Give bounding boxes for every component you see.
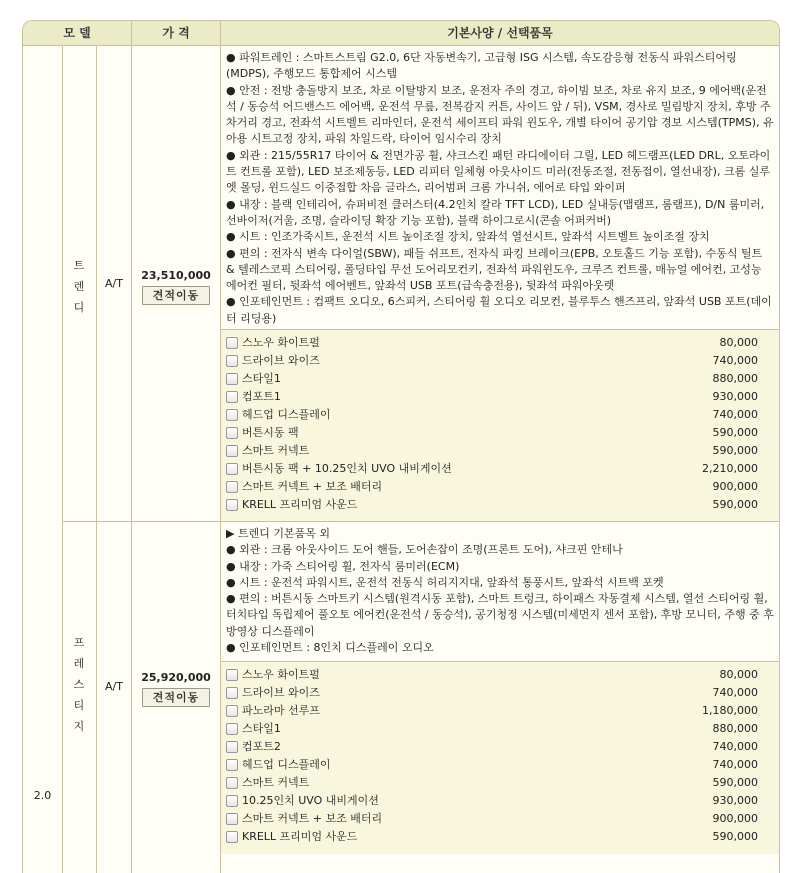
option-checkbox[interactable] <box>226 813 238 825</box>
option-checkbox[interactable] <box>226 409 238 421</box>
option-checkbox[interactable] <box>226 795 238 807</box>
trim-price: 25,920,000 <box>141 671 211 684</box>
column-divider <box>131 46 132 873</box>
basic-spec: ● 파워트레인 : 스마트스트림 G2.0, 6단 자동변속기, 고급형 ISG 시스템, 속도감응형 전동식 파워스티어링(MDPS), 주행모드 통합제어 시스템 ● 안전 : 전방 충돌방지 보조, 차로 이탈방지 보조, 운전자 주의 경고, 하이빔 보조, 차로 유지 보조, 9 에어백(운전석 / 동승석 어드밴스드 에어백, 운전석 무릎, 전복감지 커튼, 사이드 앞 / 뒤), VSM, 경사로 밀림방지 장치, 후방 주차거리 경고, 전좌석 시트벨트 리마인더, 운전석 세이프티 파워 윈도우, 개별 타이어 공기압 경보 시스템(TPMS), 유아용 시트고정 장치, 파워 차일드락, 타이어 임시수리 장치 ● 외관 : 215/55R17 타이어 & 전면가공 휠, 샤크스킨 패턴 라디에이터 그릴, LED 헤드램프(LED DRL, 오토라이트 컨트롤 포함), LED 보조제동등, LED 리피터 일체형 아웃사이드 미러(전동조절, 전동접이, 열선내장), 크롬 실루엣 몰딩, 윈드실드 이중접합 차음 글라스, 리어범퍼 크롬 가니쉬, 에어로 타입 와이퍼 ● 내장 : 블랙 인테리어, 슈퍼비전 클러스터(4.2인치 칼라 TFT LCD), LED 실내등(맵램프, 룸램프), D/N 룸미러, 선바이저(거울, 조명, 슬라이딩 확장 기능 포함), 블랙 하이그로시(콘솔 어퍼커버) ● 시트 : 인조가죽시트, 운전석 시트 높이조절 장치, 앞좌석 열선시트, 앞좌석 시트벨트 높이조절 장치 ● 편의 : 전자식 변속 다이얼(SBW), 패들 쉬프트, 전자식 파킹 브레이크(EPB, 오토홀드 기능 포함), 수동식 틸트 & 텔레스코픽 스티어링, 폴딩타입 무선 도어리모컨키, 전좌석 파워윈도우, 크루즈 컨트롤, 매뉴얼 에어컨, 고성능 에어컨 필터, 뒷좌석 에어벤트, 앞좌석 USB 포트(급속충전용), 뒷좌석 파워아웃렛 ● 인포테인먼트 : 컴팩트 오디오, 6스피커, 스티어링 휠 오디오 리모컨, 블루투스 핸즈프리, 앞좌석 USB 포트(데이터 리딩용) <box>226 51 774 325</box>
option-list <box>221 330 779 522</box>
option-item: 컴포트1 930,000 <box>226 388 758 406</box>
engine-cell <box>23 46 62 873</box>
option-item: 드라이브 와이즈 740,000 <box>226 352 758 370</box>
option-checkbox[interactable] <box>226 373 238 385</box>
option-checkbox[interactable] <box>226 831 238 843</box>
option-checkbox[interactable] <box>226 481 238 493</box>
option-checkbox[interactable] <box>226 427 238 439</box>
option-checkbox[interactable] <box>226 337 238 349</box>
option-item: 스마트 커넥트 + 보조 배터리 900,000 <box>226 478 758 496</box>
transmission: A/T <box>105 277 123 290</box>
option-item: 스타일1 880,000 <box>226 370 758 388</box>
option-checkbox[interactable] <box>226 355 238 367</box>
option-item: KRELL 프리미엄 사운드 590,000 <box>226 496 758 514</box>
option-checkbox[interactable] <box>226 687 238 699</box>
quote-button[interactable]: 견적이동 <box>142 688 210 707</box>
option-item: 버튼시동 팩 590,000 <box>226 424 758 442</box>
option-item: 10.25인치 UVO 내비게이션 930,000 <box>226 792 758 810</box>
column-divider <box>62 46 63 873</box>
row-divider <box>62 521 779 522</box>
price-table <box>22 20 780 873</box>
option-item: 스노우 화이트펄 80,000 <box>226 666 758 684</box>
option-checkbox[interactable] <box>226 463 238 475</box>
option-item: 드라이브 와이즈 740,000 <box>226 684 758 702</box>
option-item: 헤드업 디스플레이 740,000 <box>226 406 758 424</box>
trim-price: 23,510,000 <box>141 269 211 282</box>
option-item: 스마트 커넥트 + 보조 배터리 900,000 <box>226 810 758 828</box>
option-checkbox[interactable] <box>226 777 238 789</box>
quote-button[interactable]: 견적이동 <box>142 286 210 305</box>
option-checkbox[interactable] <box>226 391 238 403</box>
option-checkbox[interactable] <box>226 669 238 681</box>
option-item: KRELL 프리미엄 사운드 590,000 <box>226 828 758 846</box>
option-item: 컴포트2 740,000 <box>226 738 758 756</box>
header-model: 모 델 <box>63 26 91 40</box>
option-item: 스마트 커넥트 590,000 <box>226 774 758 792</box>
header-divider <box>131 21 132 45</box>
transmission: A/T <box>105 680 123 693</box>
option-checkbox[interactable] <box>226 741 238 753</box>
header-spec: 기본사양 / 선택품목 <box>447 26 553 40</box>
option-item: 버튼시동 팩 + 10.25인치 UVO 내비게이션 2,210,000 <box>226 460 758 478</box>
option-item: 헤드업 디스플레이 740,000 <box>226 756 758 774</box>
option-item: 스노우 화이트펄 80,000 <box>226 334 758 352</box>
option-item: 스타일1 880,000 <box>226 720 758 738</box>
option-checkbox[interactable] <box>226 445 238 457</box>
header-divider <box>220 21 221 45</box>
trim-name: 프 레 스 티 지 <box>73 636 85 733</box>
option-checkbox[interactable] <box>226 705 238 717</box>
option-item: 파노라마 선루프 1,180,000 <box>226 702 758 720</box>
option-item: 스마트 커넥트 590,000 <box>226 442 758 460</box>
column-divider <box>96 46 97 873</box>
table-header <box>23 21 779 46</box>
trim-name: 트 렌 디 <box>73 259 85 314</box>
basic-spec: ▶ 트렌디 기본품목 외 ● 외관 : 크롬 아웃사이드 도어 핸들, 도어손잡이 조명(프론트 도어), 샤크핀 안테나 ● 내장 : 가죽 스티어링 휠, 전자식 룸미러(ECM) ● 시트 : 운전석 파워시트, 운전석 전동식 허리지지대, 앞좌석 통풍시트, 앞좌석 시트백 포켓 ● 편의 : 버튼시동 스마트키 시스템(원격시동 포함), 스마트 트렁크, 하이패스 자동결제 시스템, 열선 스티어링 휠, 터치타입 독립제어 풀오토 에어컨(운전석 / 동승석), 공기청정 시스템(미세먼지 센서 포함), 후방 모니터, 주행 중 후방영상 디스플레이 ● 인포테인먼트 : 8인치 디스플레이 오디오 <box>226 527 774 655</box>
option-checkbox[interactable] <box>226 723 238 735</box>
option-list <box>221 662 779 854</box>
option-checkbox[interactable] <box>226 499 238 511</box>
option-checkbox[interactable] <box>226 759 238 771</box>
engine-label: 2.0 <box>33 789 52 802</box>
header-price: 가 격 <box>162 26 190 40</box>
